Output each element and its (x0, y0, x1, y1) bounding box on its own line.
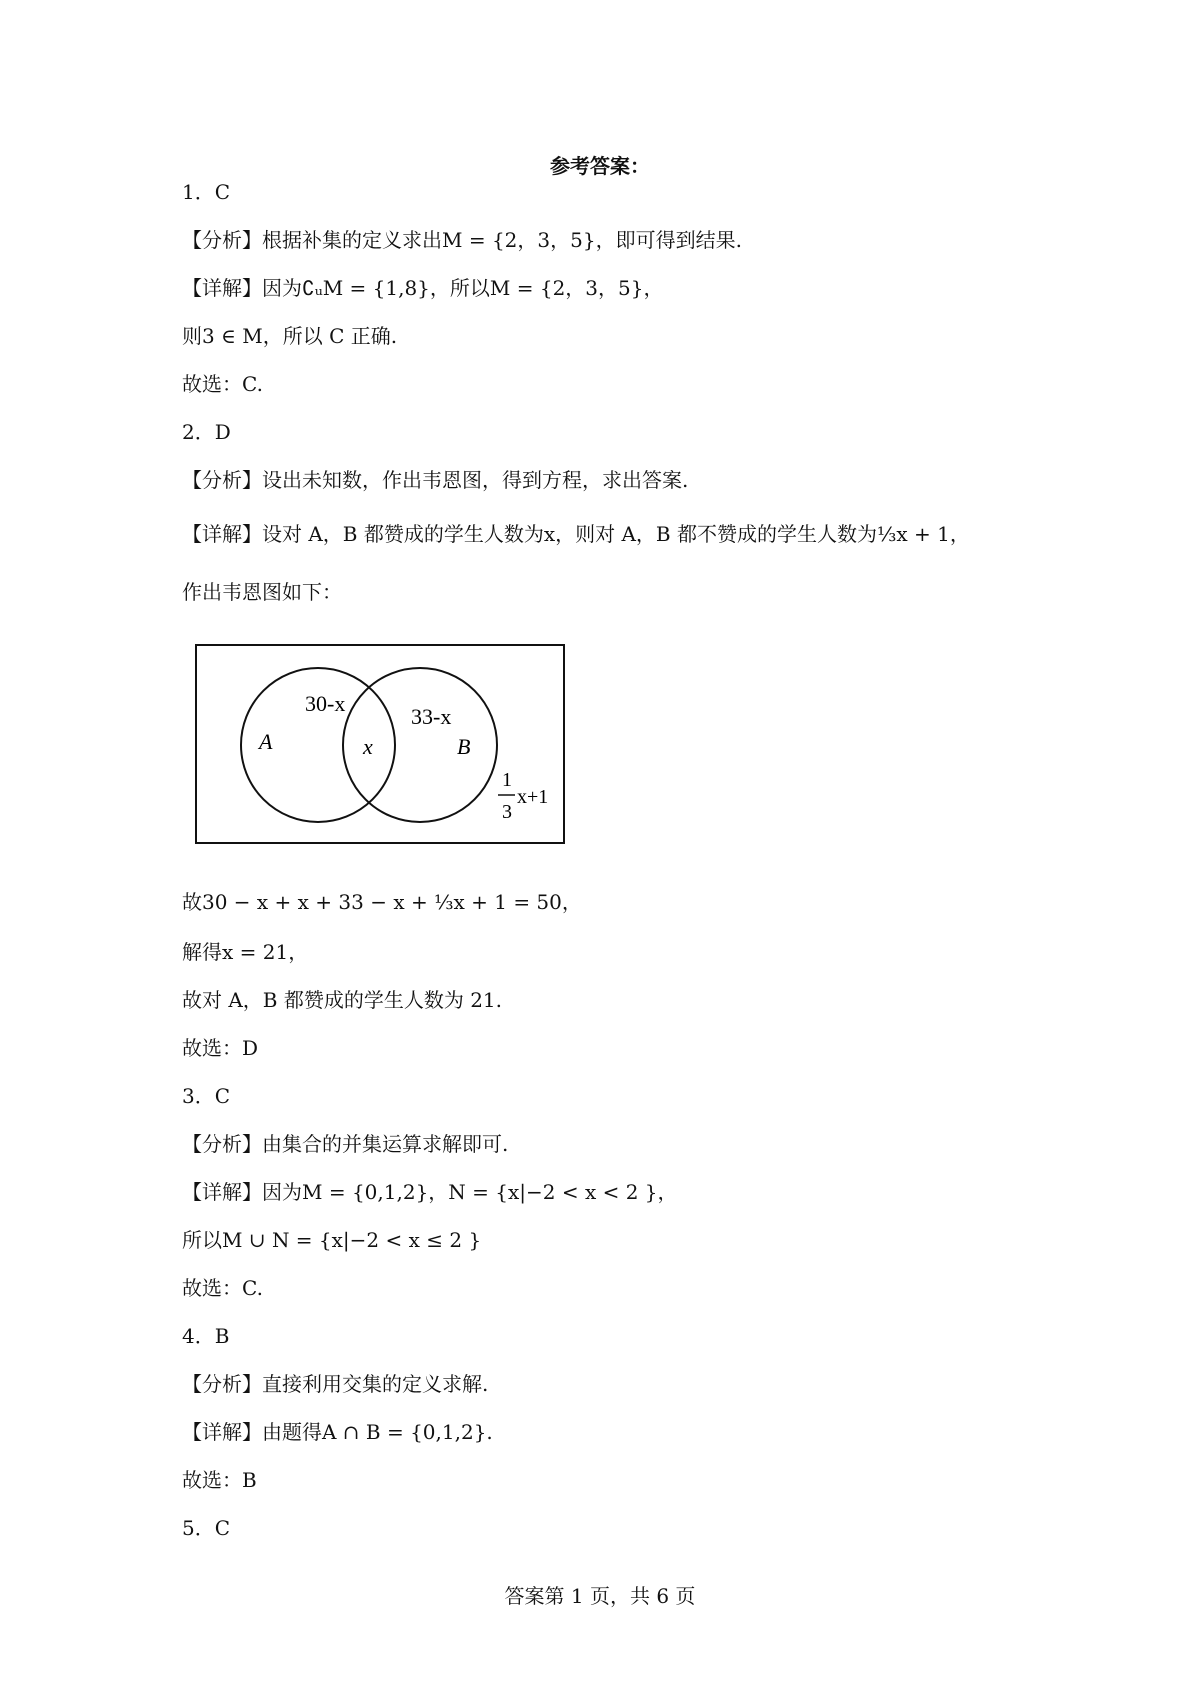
venn-diagram (195, 644, 567, 846)
a-only-label: 30-x (305, 691, 346, 716)
detail-line: 【详解】由题得A ∩ B = {0,1,2}. (182, 1420, 493, 1444)
answer-number: 2．D (182, 420, 231, 444)
analysis-line: 【分析】直接利用交集的定义求解. (182, 1372, 489, 1396)
set-b-label: B (457, 734, 471, 759)
choice-line: 故选：C. (182, 372, 263, 396)
answer-number: 3．C (182, 1084, 231, 1108)
analysis-line: 【分析】由集合的并集运算求解即可. (182, 1132, 509, 1156)
page-title: 参考答案： (550, 154, 650, 178)
detail-line: 则3 ∈ M，所以 C 正确. (182, 324, 398, 348)
detail-line: 作出韦恩图如下： (182, 580, 342, 604)
b-only-label: 33-x (411, 704, 452, 729)
conclusion-line: 故对 A，B 都赞成的学生人数为 21. (182, 988, 503, 1012)
neither-fraction-denominator: 3 (502, 801, 512, 823)
neither-fraction-numerator: 1 (502, 769, 512, 791)
answer-number: 5．C (182, 1516, 231, 1540)
answer-number: 4．B (182, 1324, 230, 1348)
set-a-label: A (259, 729, 273, 754)
analysis-line: 【分析】根据补集的定义求出M = {2，3，5}，即可得到结果. (182, 228, 742, 252)
detail-line: 【详解】设对 A，B 都赞成的学生人数为x，则对 A，B 都不赞成的学生人数为⅓x + 1， (182, 522, 970, 546)
page-footer: 答案第 1 页，共 6 页 (504, 1584, 696, 1608)
analysis-line: 【分析】设出未知数，作出韦恩图，得到方程，求出答案. (182, 468, 689, 492)
choice-line: 故选：C. (182, 1276, 263, 1300)
detail-line: 【详解】因为M = {0,1,2}，N = {x|−2 < x < 2 }， (182, 1180, 678, 1204)
solution-line: 解得x = 21， (182, 940, 309, 964)
answer-number: 1．C (182, 180, 231, 204)
equation-line: 故30 − x + x + 33 − x + ⅓x + 1 = 50， (182, 890, 582, 914)
intersection-label: x (363, 734, 373, 759)
detail-line: 所以M ∪ N = {x|−2 < x ≤ 2 } (182, 1228, 482, 1252)
choice-line: 故选：D (182, 1036, 259, 1060)
neither-label-rest: x+1 (517, 786, 549, 808)
detail-line: 【详解】因为∁ᵤM = {1,8}，所以M = {2，3，5}， (182, 276, 664, 300)
choice-line: 故选：B (182, 1468, 257, 1492)
